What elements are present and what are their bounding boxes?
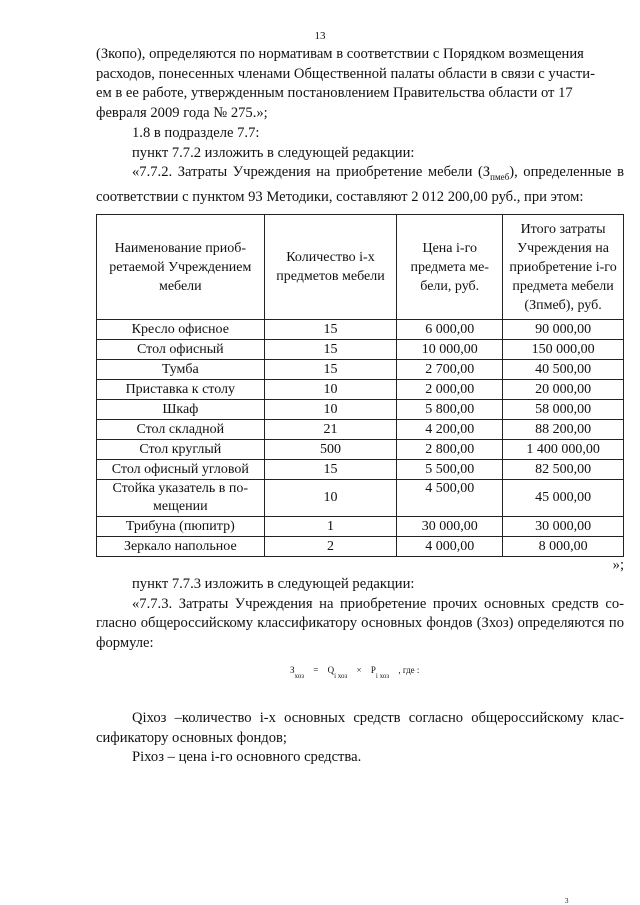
paragraph-7-7-2-start: «7.7.2. Затраты Учреждения на приобретение мебели (З [132, 164, 491, 181]
cell-price: 2 000,00 [397, 380, 503, 400]
cell-name: Кресло офисное [97, 320, 265, 340]
cell-name: Стол офисный угловой [97, 460, 265, 480]
table-header-row [97, 215, 624, 320]
table-row [97, 480, 624, 517]
table-row [97, 517, 624, 537]
formula [290, 664, 426, 682]
formula-q-sub: i хоз [334, 672, 348, 680]
header-quantity: Количество i-х предметов мебели [264, 215, 397, 320]
paragraph-7-7-2-end: ), определенные в соответствии с пунктом 93 Методики, составляют 2 012 200,00 руб., при этом: [96, 164, 624, 205]
cell-qty: 15 [264, 320, 397, 340]
cell-name: Приставка к столу [97, 380, 265, 400]
subsection-item: 1.8 в подразделе 7.7: [132, 125, 260, 141]
cell-price: 10 000,00 [397, 340, 503, 360]
table-closing-quote: »; [612, 557, 624, 573]
formula-equals: = [313, 665, 319, 675]
formula-p-symbol: P [370, 665, 376, 675]
cell-name: Тумба [97, 360, 265, 380]
cell-name: Трибуна (пюпитр) [97, 517, 265, 537]
footer-mark: 3 [565, 897, 569, 905]
cell-name: Стойка указатель в по-мещении [97, 480, 265, 517]
formula-p-sub: i хоз [375, 672, 390, 680]
definitions [96, 709, 624, 768]
section-7-7-3 [96, 575, 624, 653]
cell-price: 2 800,00 [397, 440, 503, 460]
cell-total: 20 000,00 [503, 380, 624, 400]
cell-qty: 500 [264, 440, 397, 460]
cell-total: 82 500,00 [503, 460, 624, 480]
amendment-block [96, 124, 624, 207]
cell-name: Стол круглый [97, 440, 265, 460]
formula-q [327, 665, 348, 680]
intro-line: расходов, понесенных членами Общественной палаты области в связи с участи- [96, 65, 595, 82]
header-total: Итого затраты Учреждения на приобретение i-го предмета мебели (Зпмеб), руб. [503, 215, 624, 320]
cell-price: 2 700,00 [397, 360, 503, 380]
cell-qty: 15 [264, 360, 397, 380]
cell-price: 4 500,00 [397, 480, 503, 517]
paragraph-7-7-2-subscript: пмеб [490, 172, 510, 183]
item-7-7-3: пункт 7.7.3 изложить в следующей редакции: [132, 576, 415, 592]
cell-price: 4 200,00 [397, 420, 503, 440]
cell-price: 4 000,00 [397, 537, 503, 557]
formula-times: × [356, 665, 362, 675]
cell-name: Стол складной [97, 420, 265, 440]
formula-p [370, 665, 390, 680]
intro-line: ем в ее работе, утвержденным постановлением Правительства области от 17 [96, 85, 573, 102]
table-row [97, 537, 624, 557]
cell-price: 6 000,00 [397, 320, 503, 340]
cell-total: 1 400 000,00 [503, 440, 624, 460]
cell-qty: 10 [264, 380, 397, 400]
intro-paragraph [96, 45, 624, 123]
cell-qty: 2 [264, 537, 397, 557]
cell-qty: 21 [264, 420, 397, 440]
intro-line: февраля 2009 года № 275.»; [96, 104, 268, 121]
table-row [97, 400, 624, 420]
table-row [97, 440, 624, 460]
formula-lhs [290, 665, 305, 680]
paragraph-7-7-2 [96, 163, 624, 207]
cell-name: Зеркало напольное [97, 537, 265, 557]
cell-qty: 15 [264, 340, 397, 360]
definition-p: Piхоз – цена i-го основного средства. [132, 749, 362, 766]
cell-price: 30 000,00 [397, 517, 503, 537]
table-row [97, 420, 624, 440]
table-row [97, 380, 624, 400]
cell-total: 30 000,00 [503, 517, 624, 537]
cell-qty: 10 [264, 480, 397, 517]
cell-total: 8 000,00 [503, 537, 624, 557]
cell-qty: 1 [264, 517, 397, 537]
cell-name: Шкаф [97, 400, 265, 420]
cell-qty: 10 [264, 400, 397, 420]
formula-lhs-symbol: З [290, 665, 295, 675]
cell-total: 88 200,00 [503, 420, 624, 440]
cell-name: Стол офисный [97, 340, 265, 360]
formula-lhs-sub: хоз [294, 672, 305, 680]
header-price: Цена i-го предмета ме-бели, руб. [397, 215, 503, 320]
page-number: 13 [314, 30, 326, 42]
cell-qty: 15 [264, 460, 397, 480]
furniture-table [96, 214, 624, 557]
table-row [97, 360, 624, 380]
cell-total: 58 000,00 [503, 400, 624, 420]
header-name: Наименование приоб-ретаемой Учреждением мебели [97, 215, 265, 320]
cell-price: 5 800,00 [397, 400, 503, 420]
intro-line: (Зкопо), определяются по нормативам в соответствии с Порядком возмещения [96, 46, 584, 62]
formula-q-symbol: Q [327, 665, 335, 675]
cell-total: 90 000,00 [503, 320, 624, 340]
cell-total: 45 000,00 [503, 480, 624, 517]
cell-total: 150 000,00 [503, 340, 624, 360]
table-row [97, 460, 624, 480]
item-7-7-2: пункт 7.7.2 изложить в следующей редакции: [132, 144, 415, 161]
cell-total: 40 500,00 [503, 360, 624, 380]
formula-tail: , где : [398, 665, 420, 675]
paragraph-7-7-3: «7.7.3. Затраты Учреждения на приобретение прочих основных средств со-гласно общероссийскому классификатору основных фондов (Зхоз) определяются по формуле: [96, 595, 624, 651]
table-row [97, 320, 624, 340]
table-row [97, 340, 624, 360]
cell-price: 5 500,00 [397, 460, 503, 480]
definition-q: Qiхоз –количество i-х основных средств согласно общероссийскому клас-сификатору основных фондов; [96, 710, 624, 746]
